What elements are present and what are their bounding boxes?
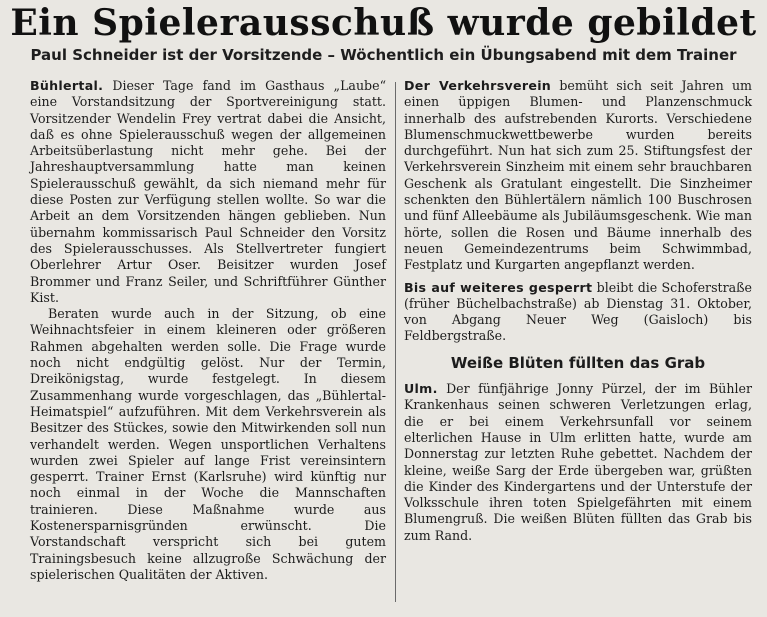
right-column bbox=[404, 78, 752, 544]
headline: Ein Spielerausschuß wurde gebildet bbox=[10, 2, 757, 44]
article-1-paragraph-1 bbox=[30, 78, 386, 306]
article-2-text: Der fünfjährige Jonny Pürzel, der im Bühler Krankenhaus seinen schweren Verletzungen erlag, die er bei einem Verkehrsunfall vor seinem elterlichen Hause in Ulm erlitten hatte, wurde am Donnerstag zur letzten Ruhe gebettet. Nachdem der kleine, weiße Sarg der Erde übergeben war, grüßten die Kinder des Kindergartens und der Unterstufe der Volksschule ihren toten Spielgefährten mit einem Blumengruß. Die weißen Blüten füllten das Grab bis zum Rand. bbox=[404, 381, 752, 543]
news-item-verkehrsverein bbox=[404, 78, 752, 274]
news-item-1-lead: Der Verkehrsverein bbox=[404, 78, 552, 93]
article-1-paragraph-2: Beraten wurde auch in der Sitzung, ob eine Weihnachtsfeier in einem kleineren oder größeren Rahmen abgehalten werden solle. Die Frage wurde noch nicht endgültig gelöst. Nur der Termin, Dreikönigstag, wurde festgelegt. In diesem Zusammenhang wurde vorgeschlagen, das „Bühlertal-Heimatspiel“ aufzuführen. Mit dem Verkehrsverein als Besitzer des Stückes, sowie den Mitwirkenden soll nun verhandelt werden. Wegen unsportlichen Verhaltens wurden zwei Spieler auf lange Frist vereinsintern gesperrt. Trainer Ernst (Karlsruhe) wird künftig nur noch einmal in der Woche die Mannschaften trainieren. Diese Maßnahme wurde aus Kostenersparnisgründen erwünscht. Die Vorstandschaft verspricht sich bei gutem Trainingsbesuch keine allzugroße Schwächung der spielerischen Qualitäten der Aktiven. bbox=[30, 306, 386, 582]
left-column bbox=[30, 78, 386, 583]
news-item-1-text: bemüht sich seit Jahren um einen üppigen Blumen- und Planzenschmuck innerhalb des aufstrebenden Kurorts. Verschiedene Blumenschmuckwettbewerbe wurden bereits durchgeführt. Nun hat sich zum 25. Stiftungsfest der Verkehrsverein Sinzheim mit einem sehr brauchbaren Geschenk als Gratulant eingestellt. Die Sinzheimer schenkten den Bühlertälern nämlich 100 Buschrosen und fünf Alleebäume als Jubiläumsgeschenk. Wie man hörte, sollen die Rosen und Bäume innerhalb des neuen Gemeindezentrums beim Schwimmbad, Festplatz und Kurgarten angepflanzt werden. bbox=[404, 78, 752, 273]
dateline: Bühlertal. bbox=[30, 78, 104, 93]
paragraph-1-text: Dieser Tage fand im Gasthaus „Laube“ eine Vorstandsitzung der Sportvereinigung statt. Vorsitzender Wendelin Frey vertrat dabei die Ansicht, daß es ohne Spielerausschuß wegen der allgemeinen Arbeitsüberlastung nicht mehr gehe. Bei der Jahreshauptversammlung hatte man keinen Spielerausschuß gewählt, da sich niemand mehr für diese Posten zur Verfügung stellen wollte. So war die Arbeit an dem Vorsitzenden hängen geblieben. Nun übernahm kommissarisch Paul Schneider den Vorsitz des Spielerausschusses. Als Stellvertreter fungiert Oberlehrer Artur Oser. Beisitzer wurden Josef Brommer und Franz Seiler, und Schriftführer Günther Kist. bbox=[30, 78, 387, 305]
article-2-headline: Weiße Blüten füllten das Grab bbox=[450, 353, 706, 372]
news-item-2-lead: Bis auf weiteres gesperrt bbox=[404, 279, 593, 295]
news-item-2-text: bleibt die Schoferstraße (früher Büchelbachstraße) ab Dienstag 31. Oktober, von Abgang Neuer Weg (Gaisloch) bis Feldbergstraße. bbox=[404, 279, 752, 344]
column-divider bbox=[395, 82, 396, 602]
subheadline: Paul Schneider ist der Vorsitzende – Wöchentlich ein Übungsabend mit dem Trainer bbox=[30, 46, 737, 64]
article-2-dateline: Ulm. bbox=[404, 381, 438, 397]
news-item-road-closure bbox=[404, 280, 752, 345]
article-2-paragraph bbox=[404, 381, 752, 544]
